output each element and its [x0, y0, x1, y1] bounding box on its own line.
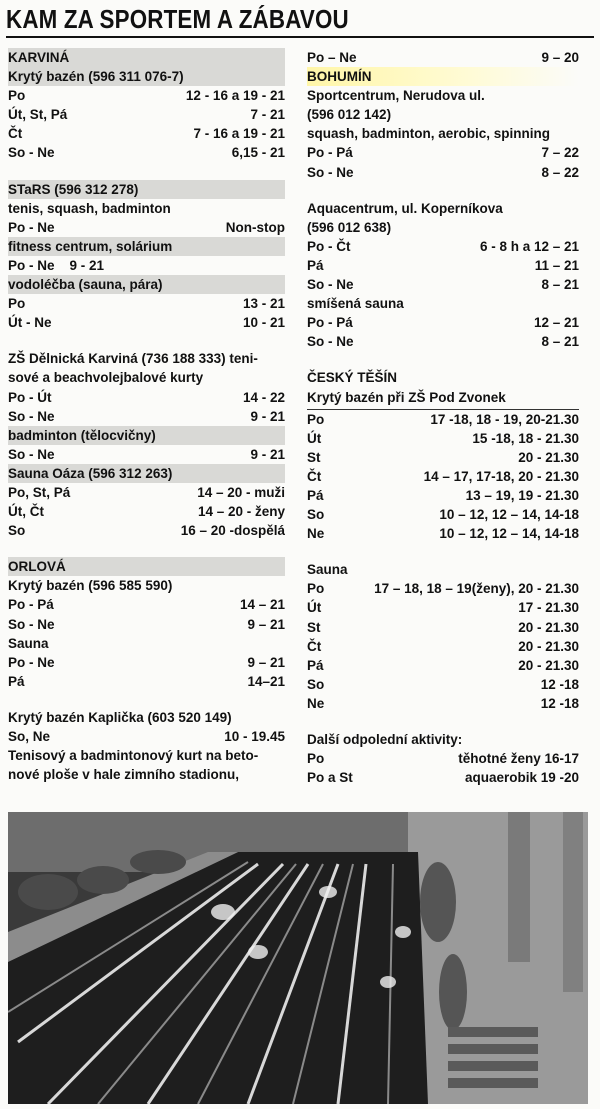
- orlova-pool-title: Krytý bazén (596 585 590): [8, 578, 173, 594]
- schedule-row: So - Ne 9 - 21: [8, 408, 285, 424]
- schedule-row: Út - Ne 10 - 21: [8, 315, 285, 331]
- schedule-row: So, Ne 10 - 19.45: [8, 729, 285, 744]
- schedule-row: So - Ne 8 – 21: [307, 334, 579, 350]
- sportcentrum-title: Sportcentrum, Nerudova ul.: [307, 88, 485, 104]
- schedule-row: Po těhotné ženy 16-17: [307, 751, 579, 767]
- schedule-row: So - Ne 9 – 21: [8, 616, 285, 632]
- schedule-row: So - Ne 8 – 21: [307, 277, 579, 293]
- title-rule: [6, 36, 594, 38]
- city-karvina: KARVINÁ: [8, 48, 285, 67]
- vodo-title: vodoléčba (sauna, pára): [8, 275, 285, 294]
- orlova-sauna-title: Sauna: [8, 635, 49, 651]
- tesin-sauna-title: Sauna: [307, 562, 348, 578]
- kaplicka-title: Krytý bazén Kaplička (603 520 149): [8, 709, 232, 725]
- schedule-row: Po - Pá 12 – 21: [307, 315, 579, 331]
- oaza-title: Sauna Oáza (596 312 263): [8, 464, 285, 483]
- schedule-row: Po - Čt 6 - 8 h a 12 – 21: [307, 238, 579, 254]
- schedule-row: Út, Čt 14 – 20 - ženy: [8, 504, 285, 520]
- schedule-row: Po a St aquaerobik 19 -20: [307, 770, 579, 786]
- schedule-row: Út, St, Pá 7 - 21: [8, 107, 285, 123]
- mixed-sauna-title: smíšená sauna: [307, 296, 404, 312]
- schedule-row: Po – Ne 9 – 20: [307, 50, 579, 65]
- tenis-line2: nové ploše v hale zimního stadionu,: [8, 767, 240, 783]
- stars-sports: tenis, squash, badminton: [8, 200, 171, 216]
- schedule-row: St 20 - 21.30: [307, 449, 579, 465]
- tenis-line1: Tenisový a badmintonový kurt na beto-: [8, 748, 259, 764]
- city-bohumin: BOHUMÍN: [307, 67, 579, 86]
- schedule-row: Po 17 -18, 18 - 19, 20-21.30: [307, 411, 579, 427]
- right-column: [307, 48, 579, 787]
- schedule-row: Pá 20 - 21.30: [307, 657, 579, 673]
- schedule-row: Po 12 - 16 a 19 - 21: [8, 88, 285, 104]
- karvina-pool-title: Krytý bazén (596 311 076-7): [8, 67, 285, 86]
- swimming-pool-photo: [8, 812, 588, 1104]
- schedule-row: So 10 – 12, 12 – 14, 14-18: [307, 507, 579, 523]
- schedule-row: Po, St, Pá 14 – 20 - muži: [8, 484, 285, 500]
- schedule-row: St 20 - 21.30: [307, 619, 579, 635]
- sportcentrum-phone: (596 012 142): [307, 107, 392, 123]
- aquacentrum-phone: (596 012 638): [307, 219, 392, 235]
- schedule-row: Po - Út 14 - 22: [8, 389, 285, 405]
- schedule-row: Út 15 -18, 18 - 21.30: [307, 430, 579, 446]
- schedule-row: So - Ne 8 – 22: [307, 164, 579, 180]
- zs-title-line2: sové a beachvolejbalové kurty: [8, 370, 204, 386]
- schedule-row: So - Ne 6,15 - 21: [8, 145, 285, 161]
- schedule-row: Ne 12 -18: [307, 695, 579, 711]
- schedule-row: Út 17 - 21.30: [307, 600, 579, 616]
- stars-title: STaRS (596 312 278): [8, 180, 285, 199]
- left-column: [8, 48, 285, 784]
- schedule-row: Po 13 - 21: [8, 296, 285, 312]
- schedule-row: Pá 14–21: [8, 673, 285, 689]
- schedule-row: Po - Ne 9 – 21: [8, 654, 285, 670]
- schedule-row: Po 17 – 18, 18 – 19(ženy), 20 - 21.30: [307, 581, 579, 597]
- aquacentrum-title: Aquacentrum, ul. Koperníkova: [307, 200, 503, 216]
- tesin-pool-title: Krytý bazén při ZŠ Pod Zvonek: [307, 389, 506, 405]
- schedule-row: Po - Pá 14 – 21: [8, 597, 285, 613]
- schedule-row: Čt 7 - 16 a 19 - 21: [8, 126, 285, 142]
- sportcentrum-sports: squash, badminton, aerobic, spinning: [307, 126, 551, 142]
- schedule-row: Ne 10 – 12, 12 – 14, 14-18: [307, 526, 579, 542]
- zs-title-line1: ZŠ Dělnická Karviná (736 188 333) teni-: [8, 351, 258, 367]
- schedule-row: Čt 14 – 17, 17-18, 20 - 21.30: [307, 468, 579, 484]
- page-title: KAM ZA SPORTEM A ZÁBAVOU: [6, 4, 349, 34]
- pool-photo-illustration: [8, 812, 588, 1104]
- fitness-row: Po - Ne 9 - 21: [8, 257, 105, 273]
- schedule-row: Po - Pá 7 – 22: [307, 145, 579, 161]
- schedule-row: So 16 – 20 -dospělá: [8, 523, 285, 539]
- karvina-pool-rows: [8, 86, 285, 162]
- schedule-row: Pá 11 – 21: [307, 257, 579, 273]
- city-orlova: ORLOVÁ: [8, 557, 285, 576]
- schedule-row: Čt 20 - 21.30: [307, 638, 579, 654]
- other-activities-title: Další odpolední aktivity:: [307, 732, 463, 747]
- city-cesky-tesin: ČESKÝ TĚŠÍN: [307, 370, 398, 386]
- schedule-row: Pá 13 – 19, 19 - 21.30: [307, 487, 579, 503]
- schedule-row: So - Ne 9 - 21: [8, 446, 285, 462]
- fitness-title: fitness centrum, solárium: [8, 237, 285, 256]
- stars-row: Po - Ne Non-stop: [8, 219, 285, 235]
- badminton-title: badminton (tělocvičny): [8, 426, 285, 445]
- schedule-row: So 12 -18: [307, 676, 579, 692]
